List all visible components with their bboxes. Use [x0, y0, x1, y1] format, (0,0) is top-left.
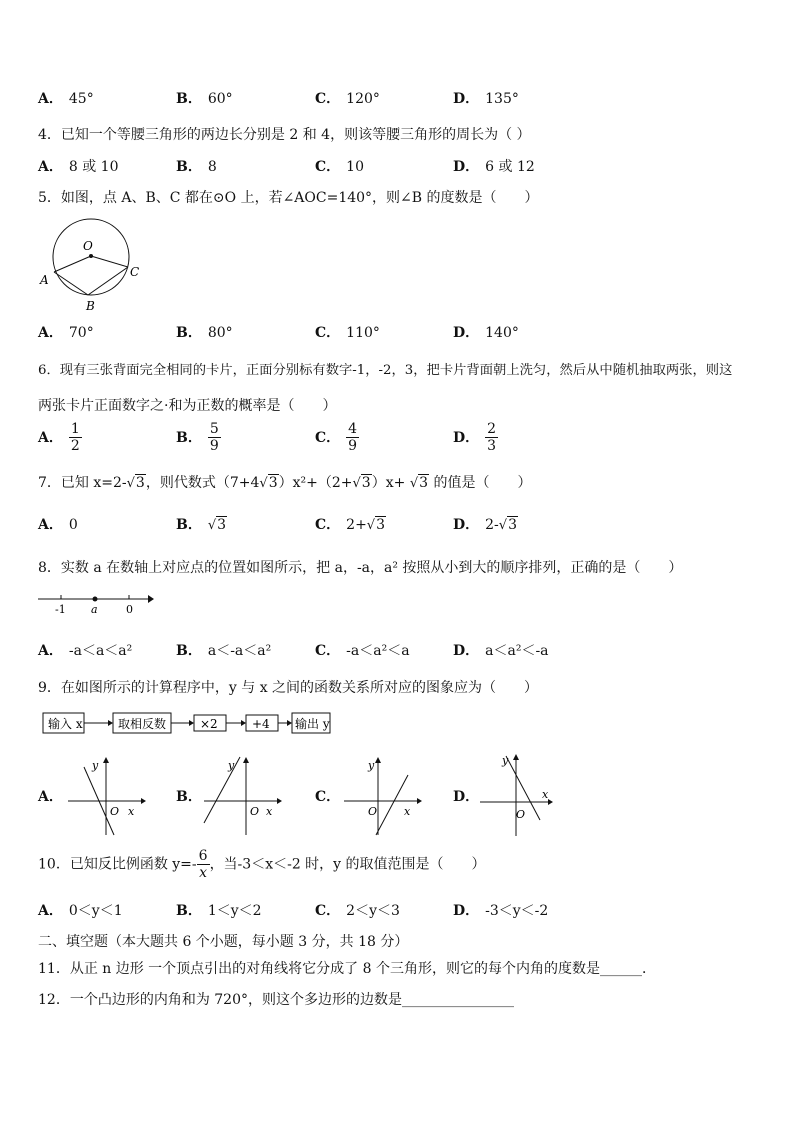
section-heading: 二、填空题（本大题共 6 个小题，每小题 3 分，共 18 分）: [38, 934, 409, 950]
sqrt: √3: [409, 475, 429, 491]
fraction: $\frac{2}{3}$: [487, 421, 497, 454]
q5-option-c: C． 110°: [315, 325, 380, 341]
segment-ab: [54, 272, 88, 295]
q6-stem-line1: 6．现有三张背面完全相同的卡片，正面分别标有数字-1，-2，3，把卡片背面朝上洗匀，然后从中随机抽取两张，则这: [38, 363, 733, 378]
svg-text:×2: ×2: [200, 717, 218, 731]
q10-option-c: C． 2＜y＜3: [315, 903, 400, 919]
svg-text:O: O: [516, 808, 526, 821]
svg-text:y: y: [368, 759, 375, 772]
fraction: $\frac{6}{x}$: [198, 848, 208, 881]
q8-option-d: D． a＜a²＜-a: [453, 643, 549, 659]
label-a: A: [40, 273, 49, 287]
q5-option-d: D． 140°: [453, 325, 519, 341]
q9-graph-d: [478, 752, 558, 837]
q11-stem: 11．从正 n 边形 一个顶点引出的对角线将它分成了 8 个三角形，则它的每个内角的度数是______．: [38, 961, 656, 977]
q7-option-c: C． 2+√3: [315, 517, 386, 533]
arrow-icon: [513, 754, 519, 760]
svg-text:输出 y: 输出 y: [295, 717, 330, 731]
arrow-icon: [277, 798, 282, 804]
svg-text:x: x: [542, 788, 549, 801]
q7-option-a: A． 0: [38, 517, 78, 533]
graph-line: [204, 757, 240, 823]
sqrt: √3: [352, 475, 371, 491]
q8-option-c: C． -a＜a²＜a: [315, 643, 410, 659]
point-a: [93, 597, 98, 602]
q6-stem-line2: 两张卡片正面数字之·和为正数的概率是（ ）: [38, 398, 337, 414]
label-minus-one: -1: [55, 603, 66, 616]
q8-option-a: A． -a＜a＜a²: [38, 643, 133, 659]
q8-option-b: B． a＜-a＜a²: [176, 643, 272, 659]
q8-stem: 8．实数 a 在数轴上对应点的位置如图所示，把 a，-a，a² 按照从小到大的顺序排列，正确的是（ ）: [38, 560, 683, 576]
label-zero: 0: [126, 603, 133, 616]
q3-option-c: C． 120°: [315, 91, 380, 107]
svg-text:O: O: [368, 805, 378, 818]
q5-option-b: B． 80°: [176, 325, 233, 341]
q9-graph-a: [66, 755, 146, 837]
svg-text:x: x: [266, 805, 273, 818]
svg-text:输入 x: 输入 x: [48, 717, 83, 731]
svg-text:+4: +4: [252, 717, 270, 731]
arrow-icon: [141, 798, 146, 804]
q8-number-line: [36, 590, 156, 618]
arrow-icon: [103, 757, 109, 763]
q7-stem: 7．已知 x=2-√3，则代数式（7+4√3）x²+（2+√3）x+ √3 的值是（ ）: [38, 475, 532, 491]
label-c: C: [130, 265, 140, 279]
q4-option-c: C． 10: [315, 159, 364, 175]
label-a: a: [91, 603, 98, 616]
q4-stem: 4．已知一个等腰三角形的两边长分别是 2 和 4，则该等腰三角形的周长为（ ）: [38, 127, 531, 143]
sqrt: √3: [498, 517, 517, 533]
q6-option-a: A． $\frac{1}{2}$: [38, 421, 80, 454]
q6-option-b: B． $\frac{5}{9}$: [176, 421, 219, 454]
q6-option-c: C． $\frac{4}{9}$: [315, 421, 358, 454]
sqrt: √3: [259, 475, 278, 491]
arrow-icon: [287, 720, 292, 726]
q7-option-d: D． 2-√3: [453, 517, 517, 533]
q10-option-a: A． 0＜y＜1: [38, 903, 123, 919]
svg-text:x: x: [128, 805, 135, 818]
q4-option-d: D． 6 或 12: [453, 159, 535, 175]
arrow-icon: [241, 720, 246, 726]
fraction: $\frac{5}{9}$: [209, 421, 219, 454]
arrow-icon: [108, 720, 113, 726]
arrow-icon: [243, 757, 249, 763]
label-o: O: [83, 239, 93, 253]
sqrt: √3: [126, 475, 145, 491]
arrow-icon: [148, 595, 154, 603]
arrow-icon: [417, 798, 422, 804]
arrow-icon: [375, 757, 381, 763]
segment-oc: [91, 256, 128, 267]
q9-option-c: C．: [315, 789, 341, 805]
svg-text:x: x: [404, 805, 411, 818]
q3-option-d: D． 135°: [453, 91, 519, 107]
segment-oa: [54, 256, 91, 272]
arrow-icon: [189, 720, 194, 726]
q4-option-a: A． 8 或 10: [38, 159, 119, 175]
q7-option-b: B． √3: [176, 517, 227, 533]
fraction: $\frac{1}{2}$: [70, 421, 80, 454]
q3-option-b: B． 60°: [176, 91, 233, 107]
svg-text:y: y: [228, 759, 235, 772]
q9-option-b: B．: [176, 789, 202, 805]
q5-option-a: A． 70°: [38, 325, 94, 341]
q6-option-d: D． $\frac{2}{3}$: [453, 421, 497, 454]
label-b: B: [86, 299, 95, 313]
q5-circle-figure: [36, 215, 146, 315]
q9-graph-c: [342, 755, 422, 837]
center-dot: [89, 254, 93, 258]
svg-text:取相反数: 取相反数: [118, 717, 167, 731]
svg-text:y: y: [92, 759, 99, 772]
sqrt: √3: [207, 517, 227, 533]
q9-option-d: D．: [453, 789, 480, 805]
q10-stem: 10．已知反比例函数 y=- $\frac{6}{x}$ ，当-3＜x＜-2 时，y 的取值范围是（ ）: [38, 848, 486, 881]
svg-text:O: O: [250, 805, 260, 818]
q9-stem: 9．在如图所示的计算程序中，y 与 x 之间的函数关系所对应的图象应为（ ）: [38, 680, 539, 696]
q10-option-b: B． 1＜y＜2: [176, 903, 262, 919]
q9-graph-b: [202, 755, 282, 837]
arrow-icon: [548, 799, 553, 805]
svg-text:y: y: [502, 754, 509, 767]
q9-flowchart: [40, 709, 340, 739]
sqrt: √3: [366, 517, 386, 533]
q10-option-d: D． -3＜y＜-2: [453, 903, 549, 919]
q4-option-b: B． 8: [176, 159, 217, 175]
q3-option-a: A． 45°: [38, 91, 94, 107]
fraction: $\frac{4}{9}$: [348, 421, 358, 454]
svg-text:O: O: [110, 805, 120, 818]
q5-stem: 5．如图，点 A、B、C 都在⊙O 上，若∠AOC=140°，则∠B 的度数是（ ）: [38, 190, 539, 206]
q12-stem: 12．一个凸边形的内角和为 720°，则这个多边形的边数是________________: [38, 992, 514, 1008]
q9-option-a: A．: [38, 789, 63, 805]
